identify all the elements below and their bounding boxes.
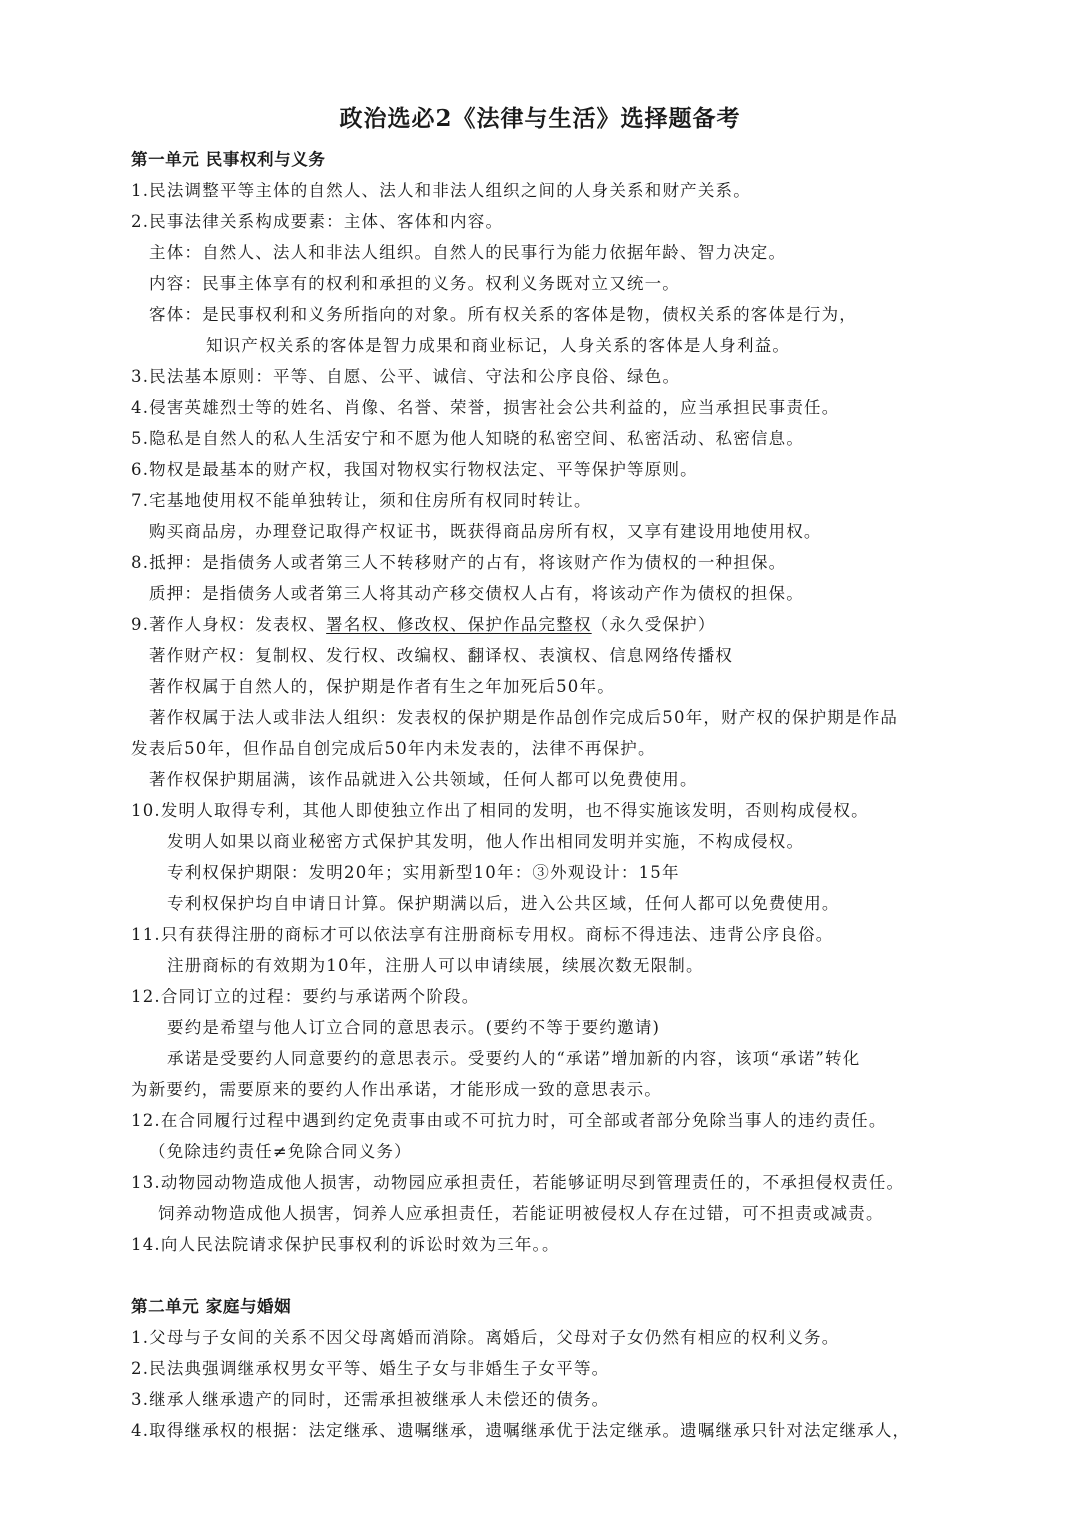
unit1-item-9-suffix: （永久受保护）	[591, 615, 716, 634]
document-title: 政治选必2《法律与生活》选择题备考	[339, 105, 741, 132]
unit1-item-5: 5.隐私是自然人的私人生活安宁和不愿为他人知晓的私密空间、私密活动、私密信息。	[131, 429, 805, 448]
unit1-item-8: 8.抵押：是指债务人或者第三人不转移财产的占有，将该财产作为债权的一种担保。	[131, 553, 787, 572]
unit1-item-4: 4.侵害英雄烈士等的姓名、肖像、名誉、荣誉，损害社会公共利益的，应当承担民事责任。	[131, 398, 840, 417]
unit1-item-9	[131, 614, 716, 636]
unit1-item-2: 2.民事法律关系构成要素：主体、客体和内容。	[131, 212, 504, 231]
unit1-item-10-term: 专利权保护期限：发明20年；实用新型10年：③外观设计：15年	[167, 863, 680, 882]
unit1-item-9-prefix: 9.著作人身权：发表权、	[131, 615, 327, 634]
unit1-item-10-term-calc: 专利权保护均自申请日计算。保护期满以后，进入公共区域，任何人都可以免费使用。	[167, 894, 840, 913]
unit1-item-8-pledge: 质押：是指债务人或者第三人将其动产移交债权人占有，将该动产作为债权的担保。	[149, 584, 804, 603]
unit2-item-3: 3.继承人继承遗产的同时，还需承担被继承人未偿还的债务。	[131, 1390, 610, 1409]
unit1-item-14: 14.向人民法院请求保护民事权利的诉讼时效为三年。。	[131, 1235, 560, 1254]
unit2-item-2: 2.民法典强调继承权男女平等、婚生子女与非婚生子女平等。	[131, 1359, 610, 1378]
unit1-item-11: 11.只有获得注册的商标才可以依法享有注册商标专用权。商标不得违法、违背公序良俗。	[131, 925, 834, 944]
unit1-item-13: 13.动物园动物造成他人损害，动物园应承担责任，若能够证明尽到管理责任的，不承担侵权责任。	[131, 1173, 905, 1192]
unit1-item-12b: 12.在合同履行过程中遇到约定免责事由或不可抗力时，可全部或者部分免除当事人的违约责任。	[131, 1111, 887, 1130]
unit1-item-12-acceptance-cont: 为新要约，需要原来的要约人作出承诺，才能形成一致的意思表示。	[131, 1080, 662, 1099]
unit1-item-2-object-cont: 知识产权关系的客体是智力成果和商业标记，人身关系的客体是人身利益。	[206, 336, 791, 355]
unit1-item-9-legal-person-cont: 发表后50年，但作品自创完成后50年内未发表的，法律不再保护。	[131, 739, 656, 758]
unit2-heading: 第二单元 家庭与婚姻	[131, 1297, 292, 1316]
unit1-item-12b-note: （免除违约责任≠免除合同义务）	[149, 1142, 412, 1161]
unit1-item-9-natural-person: 著作权属于自然人的，保护期是作者有生之年加死后50年。	[149, 677, 615, 696]
unit1-item-3: 3.民法基本原则：平等、自愿、公平、诚信、守法和公序良俗、绿色。	[131, 367, 681, 386]
unit1-item-13-keeper: 饲养动物造成他人损害，饲养人应承担责任，若能证明被侵权人存在过错，可不担责或减责。	[158, 1204, 884, 1223]
unit1-item-9-underlined: 署名权、修改权、保护作品完整权	[326, 615, 592, 634]
unit1-item-7: 7.宅基地使用权不能单独转让，须和住房所有权同时转让。	[131, 491, 592, 510]
unit1-item-1: 1.民法调整平等主体的自然人、法人和非法人组织之间的人身关系和财产关系。	[131, 181, 751, 200]
unit1-item-9-property: 著作财产权：复制权、发行权、改编权、翻译权、表演权、信息网络传播权	[149, 646, 734, 665]
unit1-heading: 第一单元 民事权利与义务	[131, 150, 326, 169]
unit1-item-9-legal-person: 著作权属于法人或非法人组织：发表权的保护期是作品创作完成后50年，财产权的保护期是作品	[149, 708, 899, 727]
unit1-item-2-content: 内容：民事主体享有的权利和承担的义务。权利义务既对立又统一。	[149, 274, 680, 293]
unit1-item-12-offer: 要约是希望与他人订立合同的意思表示。(要约不等于要约邀请)	[167, 1018, 661, 1037]
unit1-item-6: 6.物权是最基本的财产权，我国对物权实行物权法定、平等保护等原则。	[131, 460, 698, 479]
unit1-item-11-validity: 注册商标的有效期为10年，注册人可以申请续展，续展次数无限制。	[167, 956, 704, 975]
unit1-item-10: 10.发明人取得专利，其他人即使独立作出了相同的发明，也不得实施该发明，否则构成侵权。	[131, 801, 869, 820]
unit1-item-2-object: 客体：是民事权利和义务所指向的对象。所有权关系的客体是物，债权关系的客体是行为，	[149, 305, 857, 324]
unit1-item-10-trade-secret: 发明人如果以商业秘密方式保护其发明，他人作出相同发明并实施，不构成侵权。	[167, 832, 805, 851]
unit1-item-7-note: 购买商品房，办理登记取得产权证书，既获得商品房所有权，又享有建设用地使用权。	[149, 522, 822, 541]
unit2-item-4: 4.取得继承权的根据：法定继承、遗嘱继承，遗嘱继承优于法定继承。遗嘱继承只针对法定继承人，	[131, 1421, 911, 1440]
unit1-item-12-acceptance: 承诺是受要约人同意要约的意思表示。受要约人的“承诺”增加新的内容，该项“承诺”转化	[167, 1049, 861, 1068]
unit2-item-1: 1.父母与子女间的关系不因父母离婚而消除。离婚后，父母对子女仍然有相应的权利义务。	[131, 1328, 840, 1347]
unit1-item-9-expiry: 著作权保护期届满，该作品就进入公共领域，任何人都可以免费使用。	[149, 770, 698, 789]
unit1-item-2-subject: 主体：自然人、法人和非法人组织。自然人的民事行为能力依据年龄、智力决定。	[149, 243, 787, 262]
unit1-item-12: 12.合同订立的过程：要约与承诺两个阶段。	[131, 987, 480, 1006]
